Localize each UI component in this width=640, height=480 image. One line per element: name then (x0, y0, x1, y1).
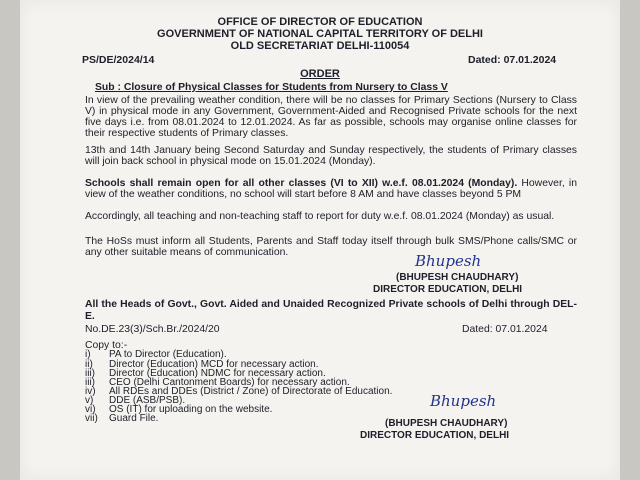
copy-item: v) DDE (ASB/PSB). (85, 395, 186, 406)
copy-item: vii) Guard File. (85, 413, 159, 424)
signature-scribble-2: Bhupesh (430, 392, 497, 410)
reference-number-2: No.DE.23(3)/Sch.Br./2024/20 (85, 324, 220, 335)
copy-to-label: Copy to:- (85, 340, 128, 351)
document-page (20, 0, 620, 480)
reference-number: PS/DE/2024/14 (82, 54, 155, 66)
date-top: Dated: 07.01.2024 (468, 54, 557, 66)
paragraph-resume: 13th and 14th January being Second Saturday and Sunday respectively, the students of Primary classes will join back school in physical mode on 15.01.2024 (Monday). (85, 145, 577, 167)
signature-scribble: Bhupesh (415, 252, 482, 270)
addressee: All the Heads of Govt., Govt. Aided and Unaided Recognized Private schools of Delhi through DEL-E. (85, 299, 577, 322)
copy-item: iv) All RDEs and DDEs (District / Zone) of Directorate of Education. (85, 386, 393, 397)
copy-item: iii) CEO (Delhi Cantonment Boards) for necessary action. (85, 377, 350, 388)
paragraph-other-classes-rest: However, in view of the weather conditions, no school will start before 8 AM and have classes beyond 5 PM (85, 178, 577, 200)
copy-item: i) PA to Director (Education). (85, 349, 227, 360)
paragraph-other-classes-bold: Schools shall remain open for all other classes (VI to XII) w.e.f. 08.01.2024 (Monday). (85, 178, 518, 189)
paragraph-closure: In view of the prevailing weather condition, there will be no classes for Primary Sections (Nursery to Class V) in physical mode in any Government, Government-Aided and Recognised Private schools for the next five days i.e. from 08.01.2024 to 12.01.2024. As far as possible, schools may organise online classes for their respective students of Primary classes. (85, 95, 577, 139)
signatory-name-2: (BHUPESH CHAUDHARY) (385, 418, 508, 429)
signatory-designation: DIRECTOR EDUCATION, DELHI (373, 284, 523, 295)
signatory-name: (BHUPESH CHAUDHARY) (396, 272, 519, 283)
copy-item: vi) OS (IT) for uploading on the website. (85, 404, 273, 415)
copy-item: iii) Director (Education) NDMC for necessary action. (85, 368, 326, 379)
office-address: OLD SECRETARIAT DELHI-110054 (230, 40, 410, 52)
paragraph-other-classes (85, 178, 577, 200)
paragraph-hos: The HoSs must inform all Students, Parents and Staff today itself through bulk SMS/Phone calls/SMC or any other suitable means of communication. (85, 236, 577, 258)
copy-item: ii) Director (Education) MCD for necessary action. (85, 359, 319, 370)
order-title: ORDER (300, 68, 340, 80)
government-title: GOVERNMENT OF NATIONAL CAPITAL TERRITORY OF DELHI (157, 28, 483, 40)
subject-line: Sub : Closure of Physical Classes for Students from Nursery to Class V (95, 82, 448, 93)
paragraph-staff: Accordingly, all teaching and non-teaching staff to report for duty w.e.f. 08.01.2024 (Monday) as usual. (85, 211, 555, 222)
date-bottom: Dated: 07.01.2024 (462, 324, 548, 335)
signatory-designation-2: DIRECTOR EDUCATION, DELHI (360, 430, 510, 441)
office-title: OFFICE OF DIRECTOR OF EDUCATION (217, 16, 423, 28)
